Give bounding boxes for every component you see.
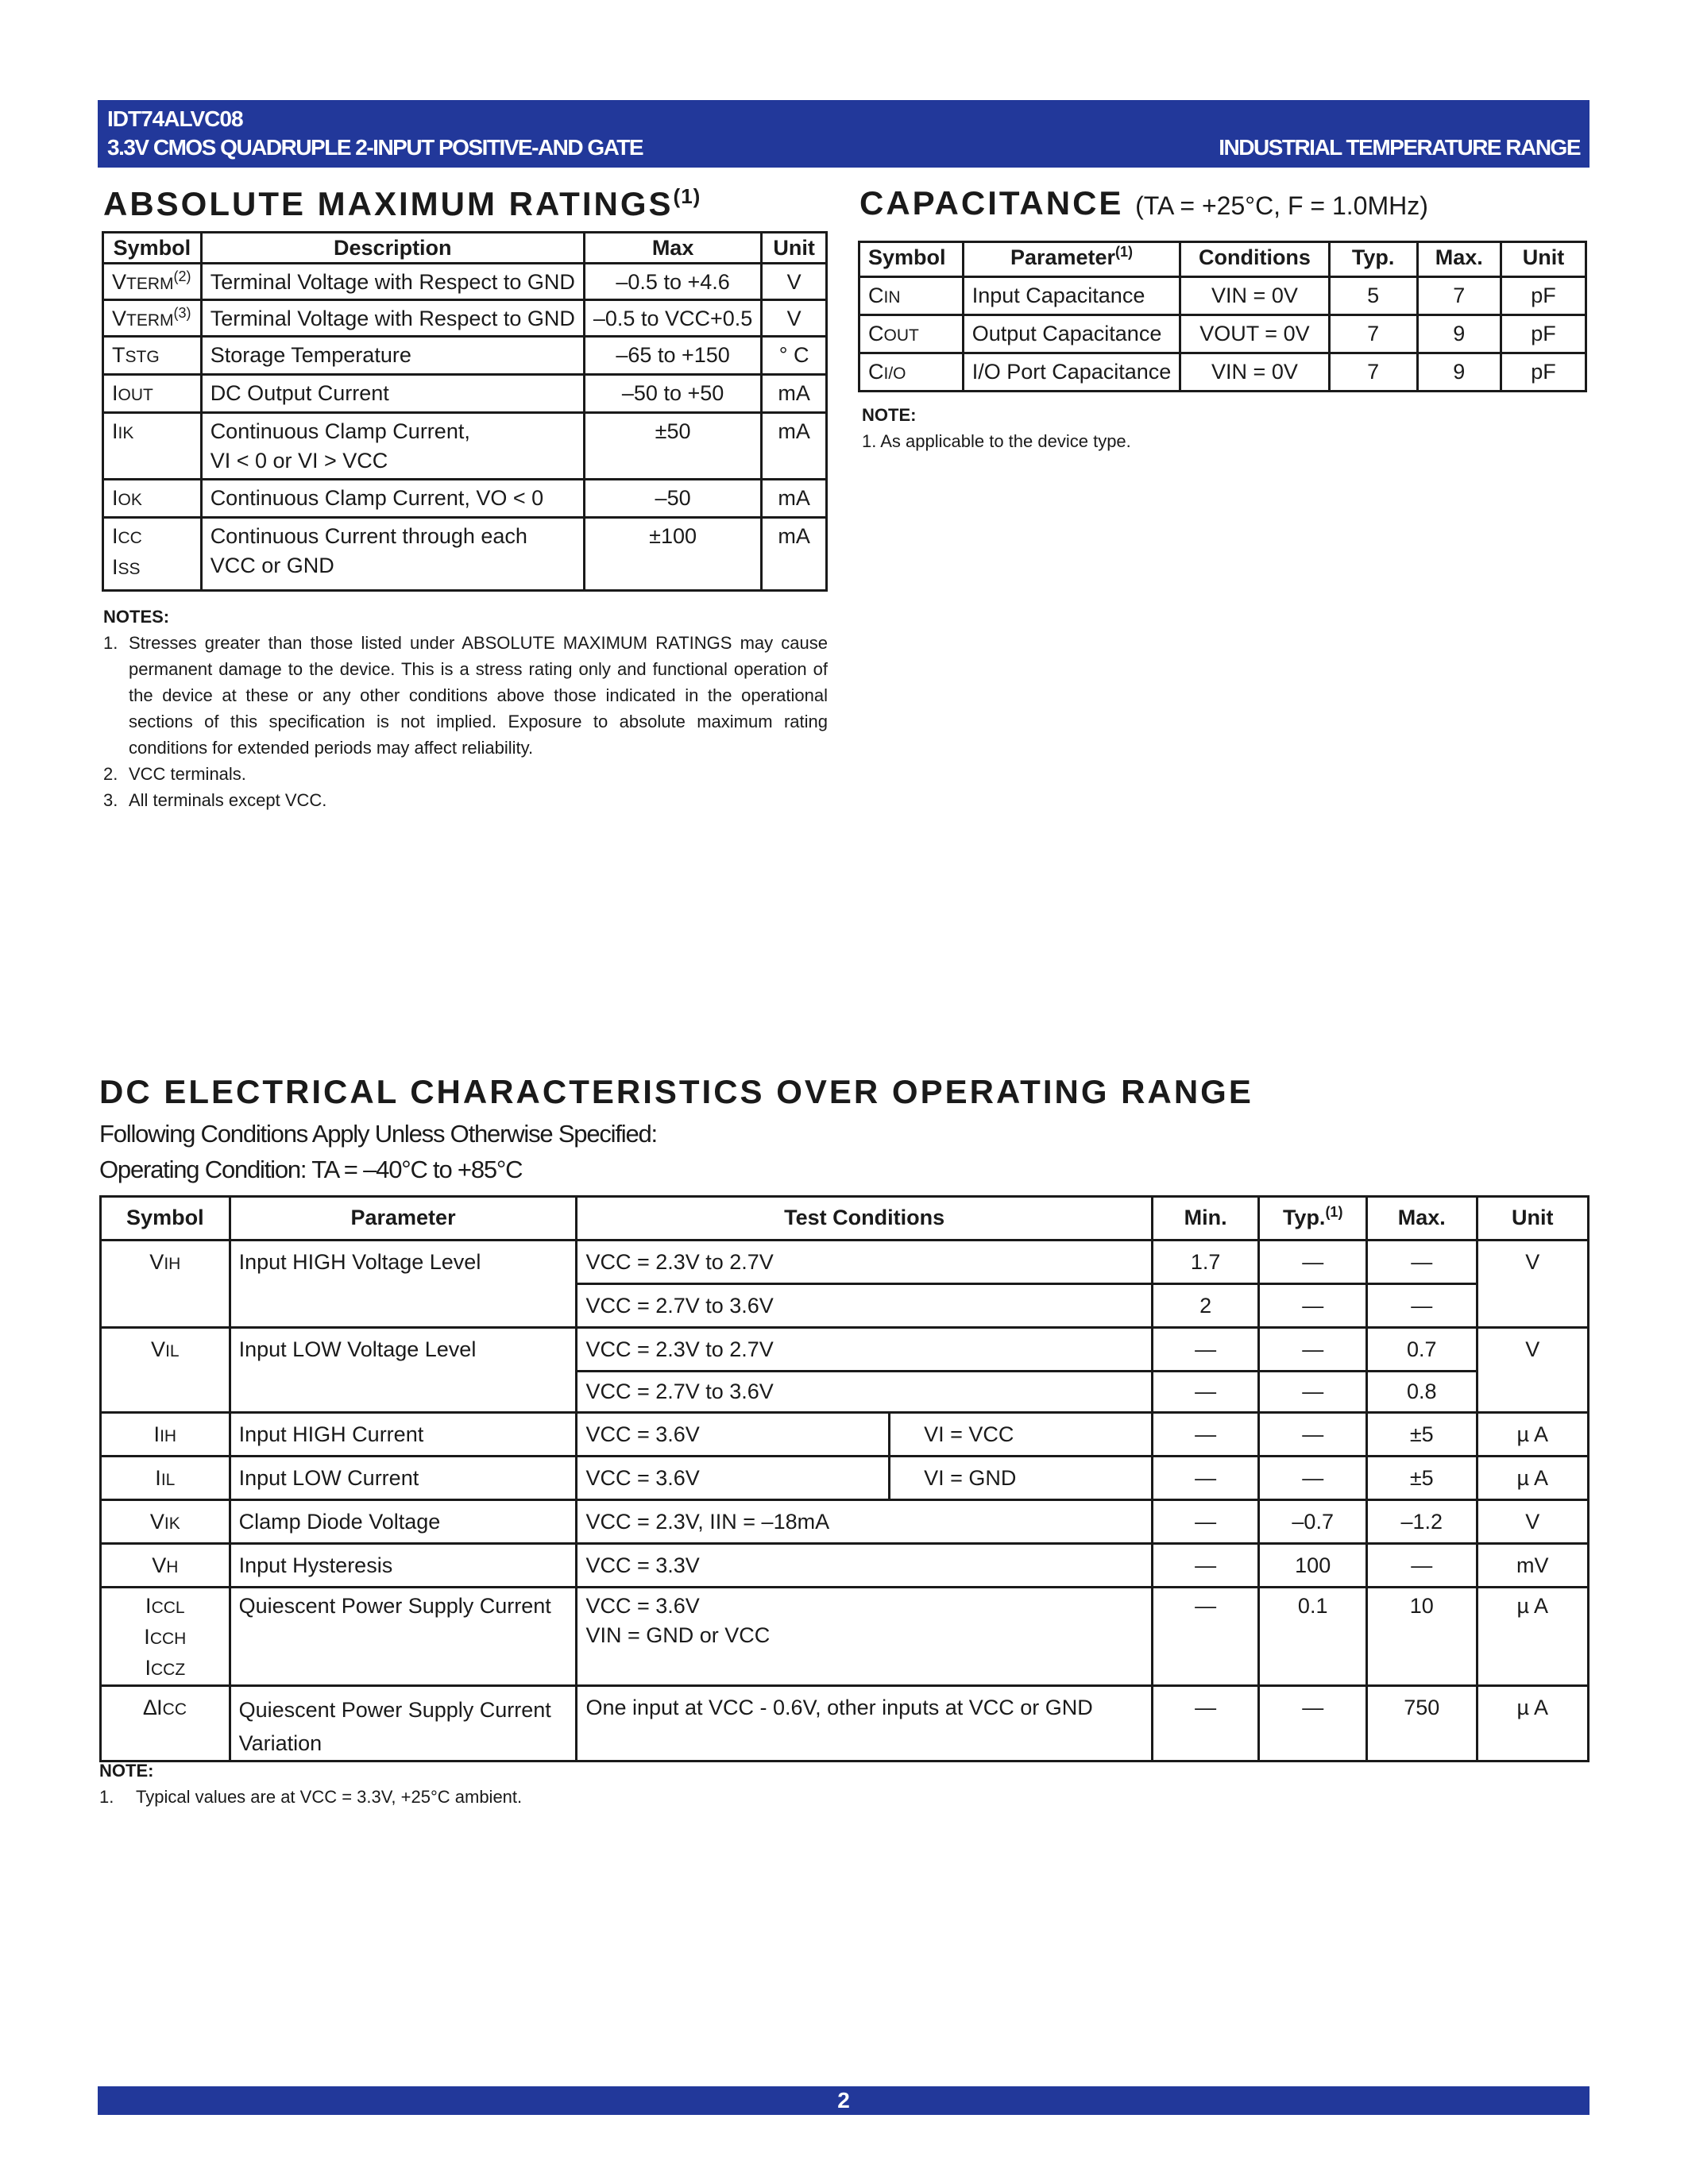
table-row: ICCL ICCH ICCZ Quiescent Power Supply Current VCC = 3.6V VIN = GND or VCC — 0.1 10 µ A [101, 1588, 1589, 1686]
abs-max-table [102, 231, 828, 592]
temperature-range: INDUSTRIAL TEMPERATURE RANGE [1219, 135, 1580, 160]
dc-table [99, 1195, 1590, 1762]
device-description: 3.3V CMOS QUADRUPLE 2-INPUT POSITIVE-AND GATE [107, 135, 643, 160]
table-row: CI/O I/O Port Capacitance VIN = 0V 7 9 pF [859, 353, 1586, 392]
table-row: CIN Input Capacitance VIN = 0V 5 7 pF [859, 277, 1586, 315]
table-row: IOK Continuous Clamp Current, VO < 0 –50 mA [103, 480, 827, 518]
table-row: VTERM$^{(2)}$ Terminal Voltage with Respect to GND –0.5 to +4.6 V [103, 264, 827, 300]
table-row: IIH Input HIGH Current VCC = 3.6V VI = VCC — — ±5 µ A [101, 1413, 1589, 1457]
dc-note: NOTE: 1. Typical values are at VCC = 3.3V, +25°C ambient. [99, 1761, 523, 1807]
capacitance-title: CAPACITANCE (TA = +25°C, F = 1.0MHz) [859, 184, 1428, 222]
dc-subtitle-conditions: Following Conditions Apply Unless Otherwise Specified: [99, 1120, 657, 1148]
dc-title: DC ELECTRICAL CHARACTERISTICS OVER OPERATING RANGE [99, 1073, 1253, 1110]
footer-bar [98, 2086, 1590, 2115]
note-item: 3. All terminals except VCC. [103, 790, 327, 810]
table-row: VCC = 2.7V to 3.6V — — 0.8 [101, 1372, 1589, 1413]
table-row: IIL Input LOW Current VCC = 3.6V VI = GND — — ±5 µ A [101, 1457, 1589, 1500]
table-row: VIL Input LOW Voltage Level VCC = 2.3V to 2.7V — — 0.7 V [101, 1328, 1589, 1372]
table-row: COUT Output Capacitance VOUT = 0V 7 9 pF [859, 315, 1586, 353]
abs-max-notes: NOTES: 1. Stresses greater than those listed under ABSOLUTE MAXIMUM RATINGS may cause permanent damage to the device. This is a stress rating only and functional operation of the device at these or any other conditions above those indicated in the operational sections of this specification is not implied. Exposure to absolute maximum rating conditions for extended periods may affect reliability. 2. VCC terminals. 3. All terminals except VCC. [103, 604, 828, 813]
table-row: IOUT DC Output Current –50 to +50 mA [103, 375, 827, 413]
table-header-row: Symbol Parameter Test Conditions Min. Typ.$^{(1)}$ Max. Unit [101, 1197, 1589, 1241]
table-row: VCC = 2.7V to 3.6V 2 — — [101, 1284, 1589, 1328]
table-header-row: Symbol Description Max Unit [103, 233, 827, 264]
page-number: 2 [837, 2088, 850, 2113]
table-row: ∆ICC Quiescent Power Supply Current Variation One input at VCC - 0.6V, other inputs at VCC or GND — — 750 µ A [101, 1686, 1589, 1761]
dc-subtitle-operating: Operating Condition: TA = –40°C to +85°C [99, 1156, 523, 1183]
table-row: VH Input Hysteresis VCC = 3.3V — 100 — mV [101, 1544, 1589, 1588]
table-row: IIK Continuous Clamp Current, VI < 0 or VI > VCC ±50 mA [103, 413, 827, 480]
table-row: VTERM$^{(3)}$ Terminal Voltage with Respect to GND –0.5 to VCC+0.5 V [103, 300, 827, 337]
table-header-row: Symbol Parameter$^{(1)}$ Conditions Typ. Max. Unit [859, 242, 1586, 277]
table-row: TSTG Storage Temperature –65 to +150 ° C [103, 337, 827, 375]
capacitance-note: NOTE: 1. As applicable to the device type. [862, 405, 1131, 451]
header-bar [98, 100, 1590, 168]
abs-max-title: ABSOLUTE MAXIMUM RATINGS$^{(1)}$ [103, 184, 701, 222]
table-row: VIK Clamp Diode Voltage VCC = 2.3V, IIN = –18mA — –0.7 –1.2 V [101, 1500, 1589, 1544]
capacitance-table [858, 241, 1587, 392]
table-row: ICC ISS Continuous Current through each VCC or GND ±100 mA [103, 518, 827, 591]
note-item: 2. VCC terminals. [103, 764, 246, 784]
note-item: 1. Stresses greater than those listed under ABSOLUTE MAXIMUM RATINGS may cause permanent damage to the device. This is a stress rating only and functional operation of the device at these or any other conditions above those indicated in the operational sections of this specification is not implied. Exposure to absolute maximum rating conditions for extended periods may affect reliability. [103, 633, 828, 758]
table-row: VIH Input HIGH Voltage Level VCC = 2.3V to 2.7V 1.7 — — V [101, 1241, 1589, 1284]
part-number: IDT74ALVC08 [107, 106, 243, 131]
